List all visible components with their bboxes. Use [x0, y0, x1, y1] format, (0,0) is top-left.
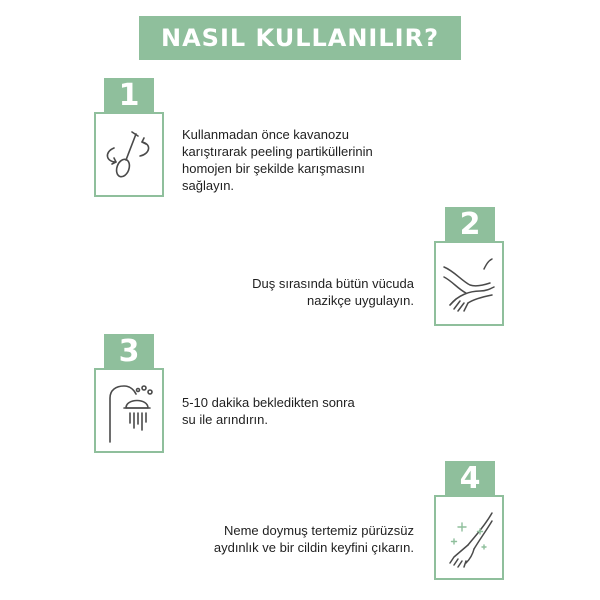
sparkle-arm-icon [440, 505, 498, 571]
step-4-line: aydınlık ve bir cildin keyfini çıkarın. [213, 540, 414, 555]
title-banner [139, 16, 461, 60]
step-1-icon-frame [94, 112, 164, 197]
step-1-line: homojen bir şekilde karışmasını [182, 161, 365, 176]
step-4-number: 4 [445, 461, 495, 495]
apply-arm-icon [440, 251, 498, 317]
step-3-line: su ile arındırın. [182, 412, 268, 427]
step-3-icon-frame [94, 368, 164, 453]
step-1-line: sağlayın. [182, 178, 235, 193]
step-2-text [252, 275, 414, 309]
page-title: NASIL KULLANILIR? [161, 24, 439, 52]
shower-icon [100, 378, 158, 444]
step-2-line: nazikçe uygulayın. [307, 293, 414, 308]
step-2-line: Duş sırasında bütün vücuda [252, 276, 414, 291]
step-1-number: 1 [104, 78, 154, 112]
step-1-line: karıştırarak peeling partiküllerinin [182, 144, 373, 159]
step-2-number: 2 [445, 207, 495, 241]
step-2-icon-frame [434, 241, 504, 326]
step-3-number: 3 [104, 334, 154, 368]
spoon-stir-icon [100, 122, 158, 188]
step-3-text [182, 394, 355, 428]
step-4-text [214, 522, 414, 556]
step-1-text [182, 126, 373, 194]
step-4-line: Neme doymuş tertemiz pürüzsüz [223, 523, 414, 538]
step-3-line: 5-10 dakika bekledikten sonra [182, 395, 355, 410]
step-1-line: Kullanmadan önce kavanozu [182, 127, 349, 142]
step-4-icon-frame [434, 495, 504, 580]
